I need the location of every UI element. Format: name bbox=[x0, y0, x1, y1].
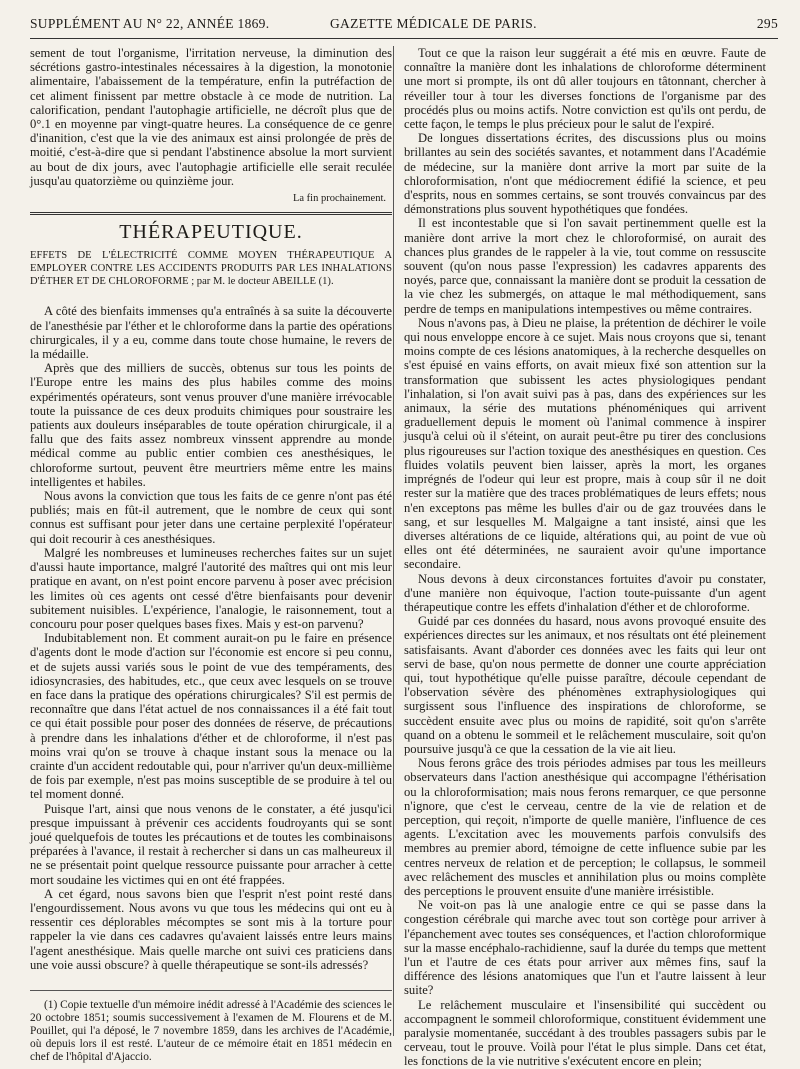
article-paragraph: Ne voit-on pas là une analogie entre ce qui se passe dans la congestion cérébrale qui marche avec tout son cortège pour arriver à l'épanchement avec toutes ses conséquences, et l'action chloroformique sur la masse encéphalo-rachidienne, sauf la durée du temps que mettent l'un et l'autre de ces états pour arriver aux mêmes fins, sauf la différence des lésions anatomiques que l'un et l'autre laissent à leur suite? bbox=[404, 898, 766, 998]
journal-title: GAZETTE MÉDICALE DE PARIS. bbox=[330, 16, 537, 31]
section-title: THÉRAPEUTIQUE. bbox=[119, 221, 303, 244]
continuation-note: La fin prochainement. bbox=[292, 193, 386, 205]
article-paragraph: Malgré les nombreuses et lumineuses recherches faites sur un sujet d'aussi haute importance, malgré l'autorité des maîtres qui ont mis leur pratique en avant, on n'est point encore parvenu à poser avec précision les limites où ces agents ont cessé d'être bienfaisants pour devenir subitement nuisibles. L'expérience, l'analogie, le raisonnement, tout a concouru pour poser quelques bases fixes. Mais y est-on parvenu? bbox=[30, 545, 392, 631]
article-paragraph: Puisque l'art, ainsi que nous venons de le constater, a été jusqu'ici presque impuissant à prévenir ces accidents foudroyants qui se sont joué quelquefois de toutes les précautions et de toutes les combinaisons préparées à l'avance, il restait à rechercher si dans un cas malheureux il ne se présentait point quelque ressource puissante pour arracher à cette mort soudaine les victimes qui en ont été frappées. bbox=[30, 801, 392, 887]
article-paragraph: Nous devons à deux circonstances fortuites d'avoir pu constater, d'une manière non équivoque, l'action toute-puissante d'un agent thérapeutique contre les effets d'inhalation d'éther et de chloroforme. bbox=[404, 571, 766, 614]
article-paragraph: Il est incontestable que si l'on savait pertinemment quelle est la manière dont arrive la mort chez le chloroformisé, on aurait des chances plus grandes de le rappeler à la vie, tout comme on ressuscite souvent (qu'on nous passe l'expression) les cadavres apparents des noyés, parce que, connaissant la manière dont se produit la cessation de la vie chez les submergés, on attaque le mal méthodiquement, sans perdre de temps en manipulations intempestives ou même contraires. bbox=[404, 216, 766, 316]
supplement-label: SUPPLÉMENT AU N° 22, ANNÉE 1869. bbox=[30, 16, 270, 31]
article-paragraph: A cet égard, nous savons bien que l'esprit n'est point resté dans l'engourdissement. Nous avons vu que tous les médecins qui ont eu à ressentir ces déplorables mécomptes se sont mis à la torture pour rappeler la vie dans ces cadavres qu'avaient laissés entre leurs mains l'agent anesthésique. Mais quelle marche ont suivi ces praticiens dans une voie aussi obscure? à quelle thérapeutique se sont-ils adressés? bbox=[30, 886, 392, 972]
article-paragraph: Indubitablement non. Et comment aurait-on pu le faire en présence d'agents dont le mode d'action sur l'économie est encore si peu connu, et de sujets aussi variés sous le point de vue des tempéraments, des idiosyncrasies, des habitudes, etc., que ceux avec lesquels on se trouve en face dans la pratique des opérations chirurgicales? S'il est permis de reconnaître que dans l'état actuel de nos connaissances il a été fait tout ce qui était possible pour poser des données de réserve, de précautions à prendre dans les inhalations d'éther et de chloroforme, il n'est pas moins vrai qu'on se trouve à chaque instant sous la menace ou la crainte d'un accident redoutable qui, pour n'arriver qu'un deux-millième de fois par exemple, n'est pas moins susceptible de se produire à tel ou tel moment donné. bbox=[30, 631, 392, 802]
article-paragraph: Tout ce que la raison leur suggérait a été mis en œuvre. Faute de connaître la manière dont les inhalations de chloroforme déterminent une mort si prompte, ils ont dû aller toujours en tâtonnant, chercher à réveiller tour à tour les diverses fonctions de l'organisme par des procédés plus ou moins actifs. Notre conviction est qu'ils ont perdu, de cette façon, le temps le plus précieux pour le salut de l'expiré. bbox=[404, 46, 766, 132]
article-paragraph: Le relâchement musculaire et l'insensibilité qui succèdent ou accompagnent le sommeil chloroformique, constituent évidemment une paralysie momentanée, succédant à des troubles passagers subis par le cerveau, tout le prouve. Voilà pour l'état le plus simple. Dans cet état, les fonctions de la vie nutritive s'exécutent encore en plein; bbox=[404, 997, 766, 1069]
column-divider bbox=[393, 46, 394, 1036]
intro-paragraph: sement de tout l'organisme, l'irritation nerveuse, la diminution des sécrétions gastro-intestinales nécessaires à la digestion, la monotonie alimentaire, l'abaissement de la température, enfin la putréfaction de cet aliment finissent par mettre obstacle à ce mode de nutrition. La calorification, pendant l'autophagie artificielle, ne décroît plus que de 0°.1 en moyenne par vingt-quatre heures. La conséquence de ce genre d'inanition, c'est que la vie des animaux est ainsi prolongée de près de moitié, c'est-à-dire que si pendant l'abstinence absolue la mort survient au bout de dix jours, avec l'autophagie artificielle elle serait reculée jusqu'au quatorzième ou quinzième jour. bbox=[30, 46, 392, 188]
article-paragraph: De longues dissertations écrites, des discussions plus ou moins brillantes au sein des sociétés savantes, et notamment dans l'Académie de médecine, sur la manière dont arrive la mort par suite de la chloroformisation, n'ont que médiocrement édifié la science, et peu d'esprits, nous en sommes certains, se sont trouvés convaincus par des démonstrations plus souvent hypothétiques que fondées. bbox=[404, 131, 766, 217]
section-divider bbox=[30, 212, 392, 215]
article-paragraph: Guidé par ces données du hasard, nous avons provoqué ensuite des expériences directes sur les animaux, et nos résultats ont été pleinement satisfaisants. Avant d'aborder ces données avec les faits qui leur ont servi de base, qu'on nous permette de donner une courte appréciation qui, tout hypothétique qu'elle puisse paraître, découle cependant de l'observation sévère des phénomènes extraphysiologiques qui surgissent sous l'influence des inspirations de chloroforme, se succèdent ensuite avec plus ou moins de rapidité, soit qu'on s'arrête quand on a obtenu le sommeil et le relâchement musculaire, soit qu'on poursuive jusqu'à ce que la cessation de la vie ait lieu. bbox=[404, 614, 766, 756]
right-column bbox=[404, 46, 766, 1069]
page-number: 295 bbox=[756, 16, 778, 31]
article-paragraph: Nous ferons grâce des trois périodes admises par tous les meilleurs observateurs dans l'action anesthésique qui accompagne l'éthérisation ou la chloroformisation; mais nous ferons remarquer, ce que personne n'ignore, que c'est le cerveau, centre de la vie de relation et de perception, qui reçoit, n'importe de quelle manière, l'influence de ces agents. L'excitation avec les mouvements parfois convulsifs des membres au premier abord, témoigne de cette influence subie par les centres nerveux de relation et de perception; le collapsus, le sommeil avec relâchement des muscles et annihilation plus ou moins complète des perceptions le prouvent ensuite d'une manière irrésistible. bbox=[404, 756, 766, 898]
article-paragraph: Après que des milliers de succès, obtenus sur tous les points de l'Europe entre les mains des plus habiles comme des moins expérimentés opérateurs, sont venus prouver d'une manière irrévocable toute la puissance de ces deux produits chimiques pour soustraire les patients aux douleurs inséparables de toute opération chirurgicale, il a fallu que des faits assez nombreux vinssent apprendre au monde médical comme au public entier combien ces anesthésiques, le chloroforme surtout, peuvent être meurtriers même entre les mains intelligentes et habiles. bbox=[30, 361, 392, 489]
article-paragraph: Nous avons la conviction que tous les faits de ce genre n'ont pas été publiés; mais en fût-il autrement, que le nombre de ceux qui sont connus est suffisant pour jeter dans une certaine perplexité l'opérateur qui doit recourir à ces anesthésiques. bbox=[30, 489, 392, 546]
article-paragraph: Nous n'avons pas, à Dieu ne plaise, la prétention de déchirer le voile qui nous enveloppe encore à ce sujet. Mais nous croyons que si, tenant moins compte de ces lésions anatomiques, à la recherche desquelles on s'est épuisé en vains efforts, on avait mieux fixé son attention sur la transformation que subissent les actes physiologiques pendant l'inhalation, si l'on avait suivi pas à pas, dans des expériences sur les animaux, la série des mutations phénoméniques qui arrivent graduellement depuis le moment où l'animal commence à inspirer jusqu'à celui où il s'éteint, on aurait peut-être pu tirer des conclusions plus rigoureuses sur l'action toxique des anesthésiques en question. Ces fluides volatils peuvent bien laisser, après la mort, les organes imprégnés de l'odeur qui leur est propre, mais à coup sûr il ne doit rester sur la matière que des traces problématiques de leurs effets; nous n'en exceptons pas même les bulles d'air ou de gaz trouvées dans le sang, et sur lesquelles M. Malgaigne a tant insisté, ainsi que les diverses altérations de ce liquide, altérations qui, au point de vue où elles ont été déterminées, ne sauraient avoir qu'une importance secondaire. bbox=[404, 315, 766, 572]
left-column bbox=[30, 46, 392, 1064]
header-rule bbox=[30, 38, 778, 39]
footnote-rule bbox=[30, 990, 392, 991]
running-header bbox=[30, 14, 778, 36]
article-title: EFFETS DE L'ÉLECTRICITÉ COMME MOYEN THÉRAPEUTIQUE A EMPLOYER CONTRE LES ACCIDENTS PRODUITS PAR LES INHALATIONS D'ÉTHER ET DE CHLOROFORME ; par M. le docteur ABEILLE (1). bbox=[30, 250, 392, 288]
footnote: (1) Copie textuelle d'un mémoire inédit adressé à l'Académie des sciences le 20 octobre 1851; soumis successivement à l'examen de M. Flourens et de M. Pouillet, qui l'a déposé, le 7 novembre 1859, dans les archives de l'Académie, où depuis lors il est resté. L'auteur de ce mémoire était en 1851 médecin en chef de l'hôpital d'Ajaccio. bbox=[30, 998, 392, 1063]
article-paragraph: A côté des bienfaits immenses qu'a entraînés à sa suite la découverte de l'anesthésie par l'éther et le chloroforme dans la partie des opérations chirurgicales, il y a eu, comme dans toute chose humaine, le revers de la médaille. bbox=[30, 304, 392, 362]
